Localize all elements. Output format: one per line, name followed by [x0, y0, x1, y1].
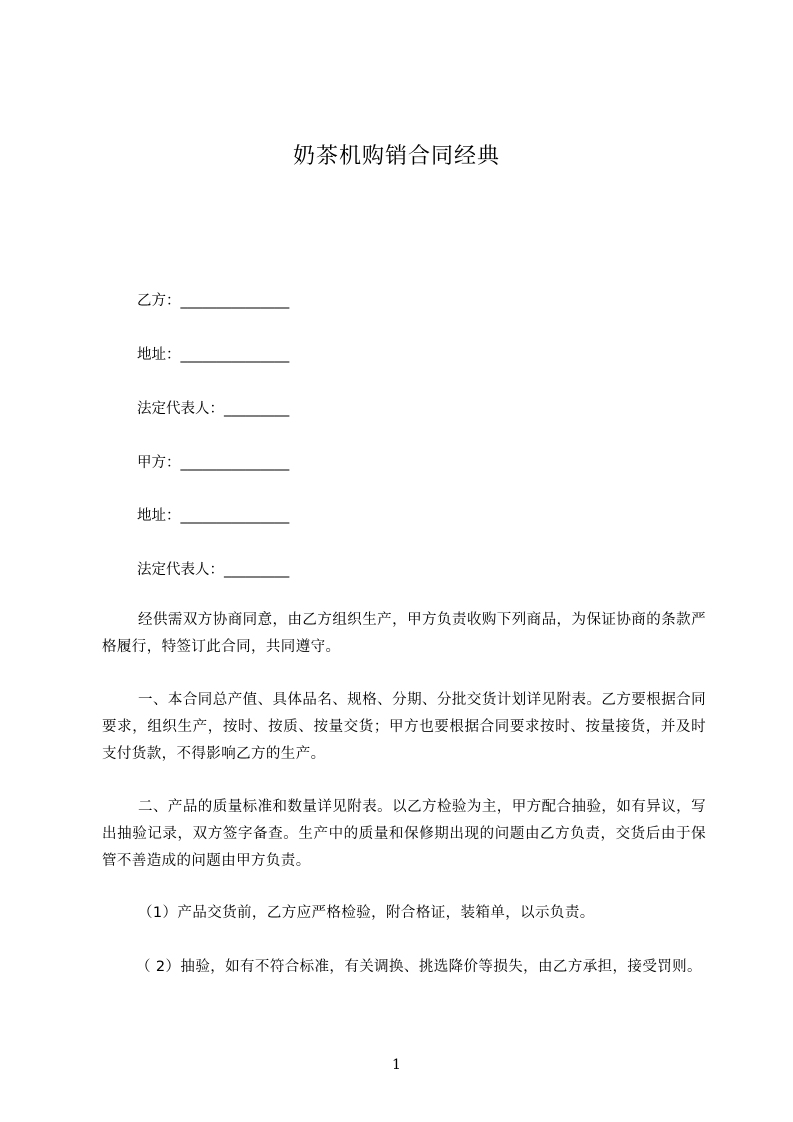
field-label: 甲方：: [137, 455, 181, 471]
party-b-address-field: [137, 345, 289, 365]
field-blank: _______________: [180, 293, 290, 309]
field-blank: _______________: [180, 455, 290, 471]
clause-1-paragraph: 一、本合同总产值、具体品名、规格、分期、分批交货计划详见附表。乙方要根据合同要求，组织生产，按时、按质、按量交货；甲方也要根据合同要求按时、按量接货，并及时支付货款，不得影响乙方的生产。: [102, 692, 706, 762]
page-number: 1: [392, 1057, 401, 1073]
party-a-representative-field: [137, 560, 289, 580]
document-title: 奶茶机购销合同经典: [292, 144, 500, 169]
party-b-field: [137, 291, 289, 311]
clause-2-item-1: （1）产品交货前，乙方应严格检验，附合格证，装箱单，以示负责。: [138, 905, 595, 921]
clause-2-paragraph: 二、产品的质量标准和数量详见附表。以乙方检验为主，甲方配合抽验，如有异议，写出抽验记录，双方签字备查。生产中的质量和保修期出现的问题由乙方负责，交货后由于保管不善造成的问题由甲方负责。: [102, 799, 706, 869]
field-label: 地址：: [137, 508, 181, 524]
field-blank: _______________: [180, 508, 290, 524]
party-b-representative-field: [137, 399, 289, 419]
intro-paragraph: 经供需双方协商同意，由乙方组织生产，甲方负责收购下列商品，为保证协商的条款严格履行，特签订此合同，共同遵守。: [102, 612, 706, 655]
clause-2-item-2: （ 2）抽验，如有不符合标准，有关调换、挑选降价等损失，由乙方承担，接受罚则。: [136, 959, 702, 975]
field-label: 乙方：: [137, 293, 181, 309]
field-label: 地址：: [137, 347, 181, 363]
field-label: 法定代表人：: [137, 562, 224, 578]
field-blank: _________: [224, 562, 290, 578]
field-blank: _______________: [180, 347, 290, 363]
party-a-field: [137, 453, 289, 473]
field-label: 法定代表人：: [137, 401, 224, 417]
field-blank: _________: [224, 401, 290, 417]
party-a-address-field: [137, 506, 289, 526]
